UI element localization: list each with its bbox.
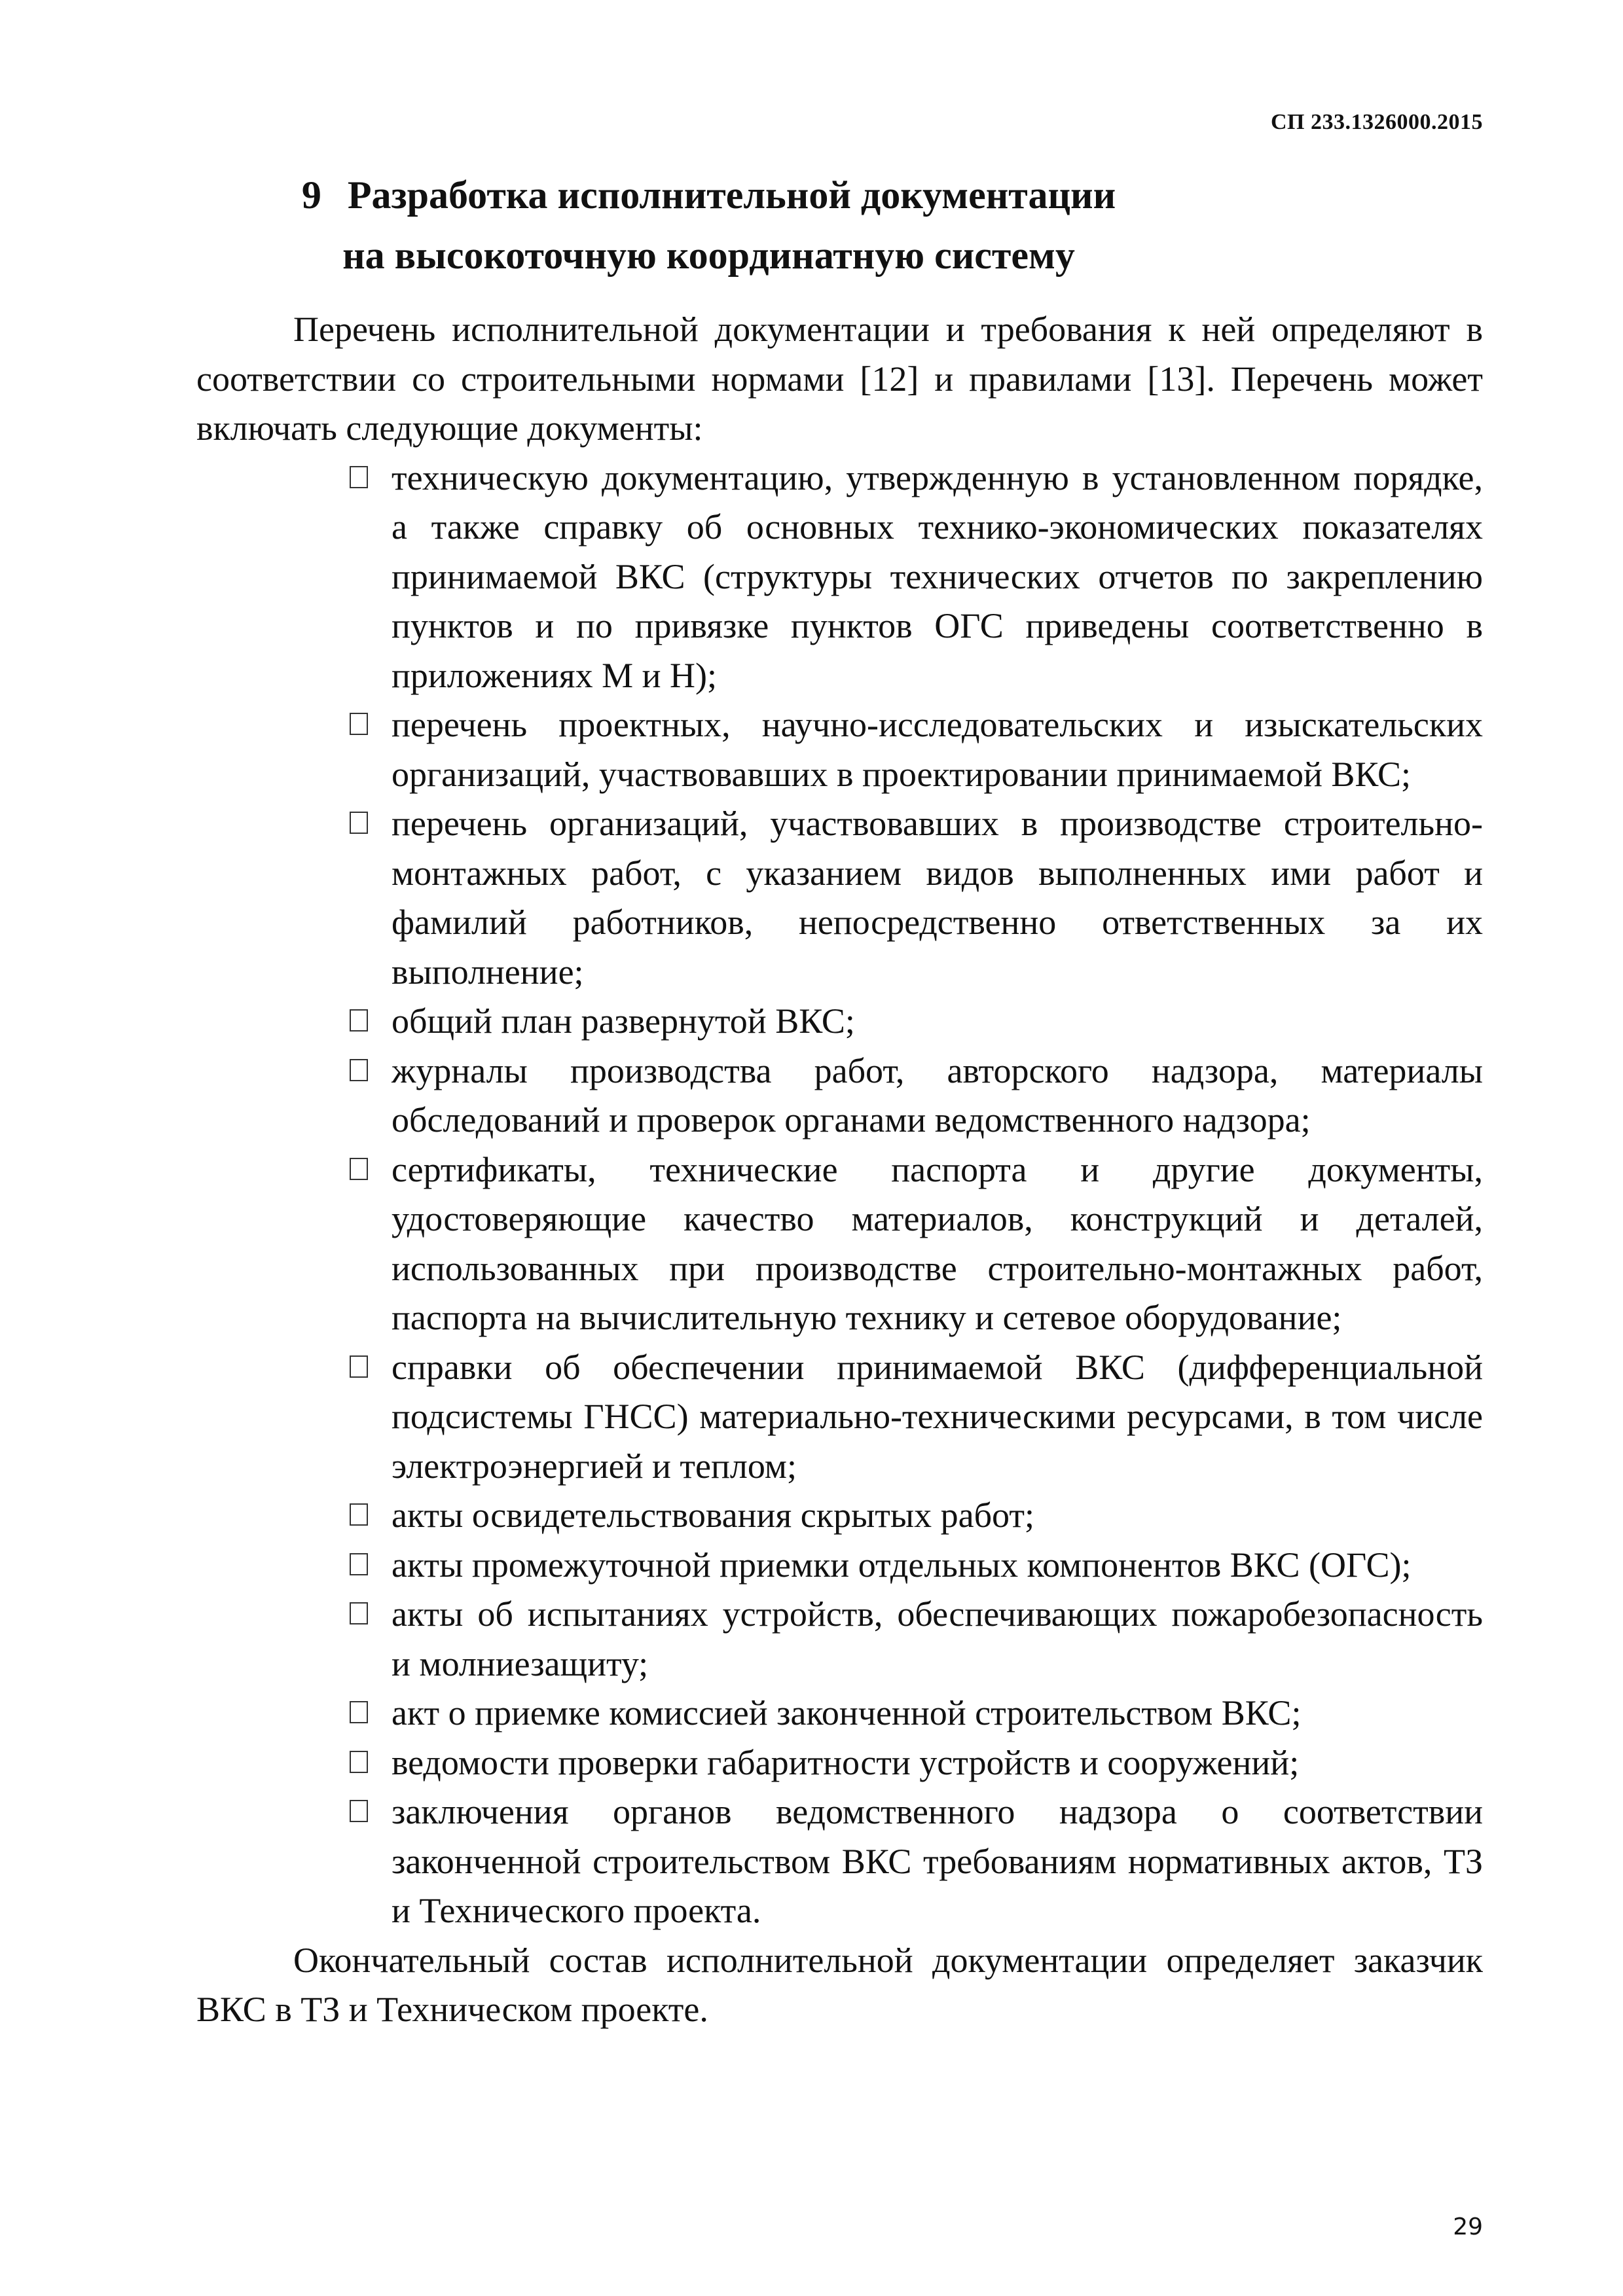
list-item [392,1491,1483,1541]
document-body [196,305,1483,2035]
checkbox-bullet-icon [350,1701,368,1723]
checkbox-bullet-icon [350,1059,368,1081]
list-item-text: общий план развернутой ВКС; [392,1001,855,1041]
list-item-text: журналы производства работ, авторского надзора, материалы обследований и проверок органами ведомственного надзора; [392,1050,1483,1139]
checkbox-bullet-icon [350,1503,368,1526]
checkbox-bullet-icon [350,713,368,735]
list-item [392,1541,1483,1590]
document-list [196,454,1483,1936]
section-number: 9 [301,173,321,217]
list-item-text: акты освидетельствования скрытых работ; [392,1496,1034,1535]
list-item [392,1343,1483,1492]
list-item-text: заключения органов ведомственного надзора о соответствии законченной строительством ВКС требованиям нормативных актов, ТЗ и Технического проекта. [392,1792,1483,1930]
section-heading-line-1 [196,165,1221,225]
list-item [392,1145,1483,1343]
checkbox-bullet-icon [350,1158,368,1180]
page-number: 29 [1453,2214,1483,2240]
checkbox-bullet-icon [350,1751,368,1773]
list-item [392,700,1483,799]
section-heading [196,165,1221,285]
list-item [392,1738,1483,1788]
list-item [392,454,1483,701]
checkbox-bullet-icon [350,1800,368,1822]
list-item-text: акты об испытаниях устройств, обеспечивающих пожаробезопасность и молниезащиту; [392,1594,1483,1683]
checkbox-bullet-icon [350,1009,368,1031]
checkbox-bullet-icon [350,1553,368,1575]
list-item [392,1047,1483,1145]
list-item [392,1787,1483,1936]
list-item-text: техническую документацию, утвержденную в установленном порядке, а также справку об основных технико-экономических показателях принимаемой ВКС (структуры технических отчетов по закреплению пунктов и по привязке пунктов ОГС приведены соответственно в приложениях М и Н); [392,457,1483,695]
list-item-text: акты промежуточной приемки отдельных компонентов ВКС (ОГС); [392,1545,1412,1585]
list-item-text: перечень организаций, участвовавших в производстве строительно-монтажных работ, с указанием видов выполненных ими работ и фамилий работников, непосредственно ответственных за их выполнение; [392,804,1483,992]
closing-paragraph: Окончательный состав исполнительной документации определяет заказчик ВКС в ТЗ и Техническом проекте. [196,1940,1483,2029]
checkbox-bullet-icon [350,812,368,834]
section-title-part-2: на высокоточную координатную систему [342,234,1075,277]
list-item [392,1689,1483,1738]
list-item-text: справки об обеспечении принимаемой ВКС (дифференциальной подсистемы ГНСС) материально-техническими ресурсами, в том числе электроэнергией и теплом; [392,1347,1483,1486]
list-item-text: акт о приемке комиссией законченной строительством ВКС; [392,1693,1302,1732]
list-item [392,997,1483,1047]
list-item-text: ведомости проверки габаритности устройств и сооружений; [392,1742,1300,1782]
intro-paragraph: Перечень исполнительной документации и требования к ней определяют в соответствии со строительными нормами [12] и правилами [13]. Перечень может включать следующие документы: [196,310,1483,448]
checkbox-bullet-icon [350,1602,368,1624]
document-code: СП 233.1326000.2015 [1271,110,1483,134]
list-item [392,799,1483,997]
section-title-part-1: Разработка исполнительной документации [347,173,1116,217]
checkbox-bullet-icon [350,1355,368,1378]
checkbox-bullet-icon [350,466,368,488]
list-item [392,1590,1483,1689]
list-item-text: сертификаты, технические паспорта и другие документы, удостоверяющие качество материалов, конструкций и деталей, использованных при производстве строительно-монтажных работ, паспорта на вычислительную технику и сетевое оборудование; [392,1149,1483,1337]
list-item-text: перечень проектных, научно-исследовательских и изыскательских организаций, участвовавших в проектировании принимаемой ВКС; [392,705,1483,794]
